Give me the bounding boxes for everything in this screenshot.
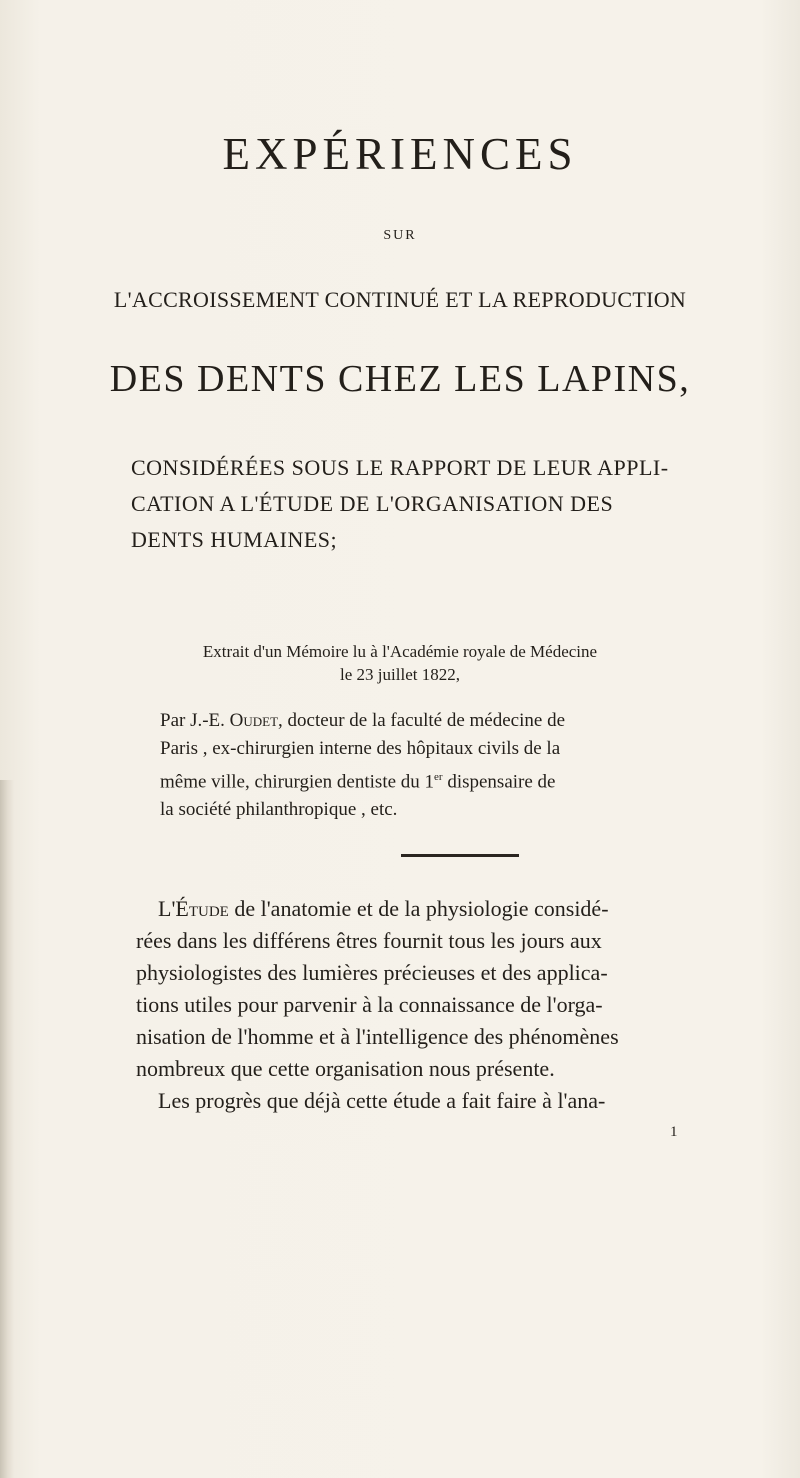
author-line3-after: dispensaire de xyxy=(442,771,556,793)
page-number: 1 xyxy=(670,1124,678,1140)
body-lead-word: L'Étude xyxy=(158,896,229,921)
body-line-rest: de l'anatomie et de la physiologie considé- xyxy=(228,896,609,921)
main-title: EXPÉRIENCES xyxy=(222,129,578,179)
extract-line: le 23 juillet 1822, xyxy=(340,665,460,684)
considered-heading xyxy=(131,450,691,558)
body-line: nombreux que cette organisation nous présente. xyxy=(136,1056,555,1081)
subtitle: L'ACCROISSEMENT CONTINUÉ ET LA REPRODUCTION xyxy=(113,287,687,312)
author-line xyxy=(160,707,720,735)
section-divider xyxy=(401,854,519,857)
author-line3-before: même ville, chirurgien dentiste du 1 xyxy=(160,771,435,793)
body-line: physiologistes des lumières précieuses et des applica- xyxy=(136,960,608,985)
page-edge-shadow xyxy=(0,780,14,1478)
considered-line: DENTS HUMAINES; xyxy=(131,527,338,552)
extract-note xyxy=(0,640,800,686)
author-line xyxy=(160,763,720,796)
author-name: Oudet xyxy=(229,710,279,731)
extract-line: Extrait d'un Mémoire lu à l'Académie royale de Médecine xyxy=(202,642,598,661)
body-line xyxy=(136,893,716,925)
author-line-rest: , docteur de la faculté de médecine de xyxy=(278,710,566,731)
body-paragraph xyxy=(136,893,716,1117)
author-line: la société philanthropique , etc. xyxy=(160,799,398,821)
body-line: Les progrès que déjà cette étude a fait faire à l'ana- xyxy=(158,1088,606,1113)
body-line: rées dans les différens êtres fournit tous les jours aux xyxy=(136,928,602,953)
body-line: tions utiles pour parvenir à la connaissance de l'orga- xyxy=(136,992,603,1017)
considered-line: CONSIDÉRÉES SOUS LE RAPPORT DE LEUR APPLI- xyxy=(131,455,669,480)
body-line: nisation de l'homme et à l'intelligence des phénomènes xyxy=(136,1024,619,1049)
author-prefix: Par J.-E. xyxy=(160,710,230,731)
considered-line: CATION A L'ÉTUDE DE L'ORGANISATION DES xyxy=(131,491,614,516)
author-credits xyxy=(160,707,720,824)
sur-label: SUR xyxy=(383,228,417,243)
author-line: Paris , ex-chirurgien interne des hôpitaux civils de la xyxy=(160,738,561,759)
ordinal-superscript: er xyxy=(434,771,443,783)
rabbits-title: DES DENTS CHEZ LES LAPINS, xyxy=(109,358,691,400)
